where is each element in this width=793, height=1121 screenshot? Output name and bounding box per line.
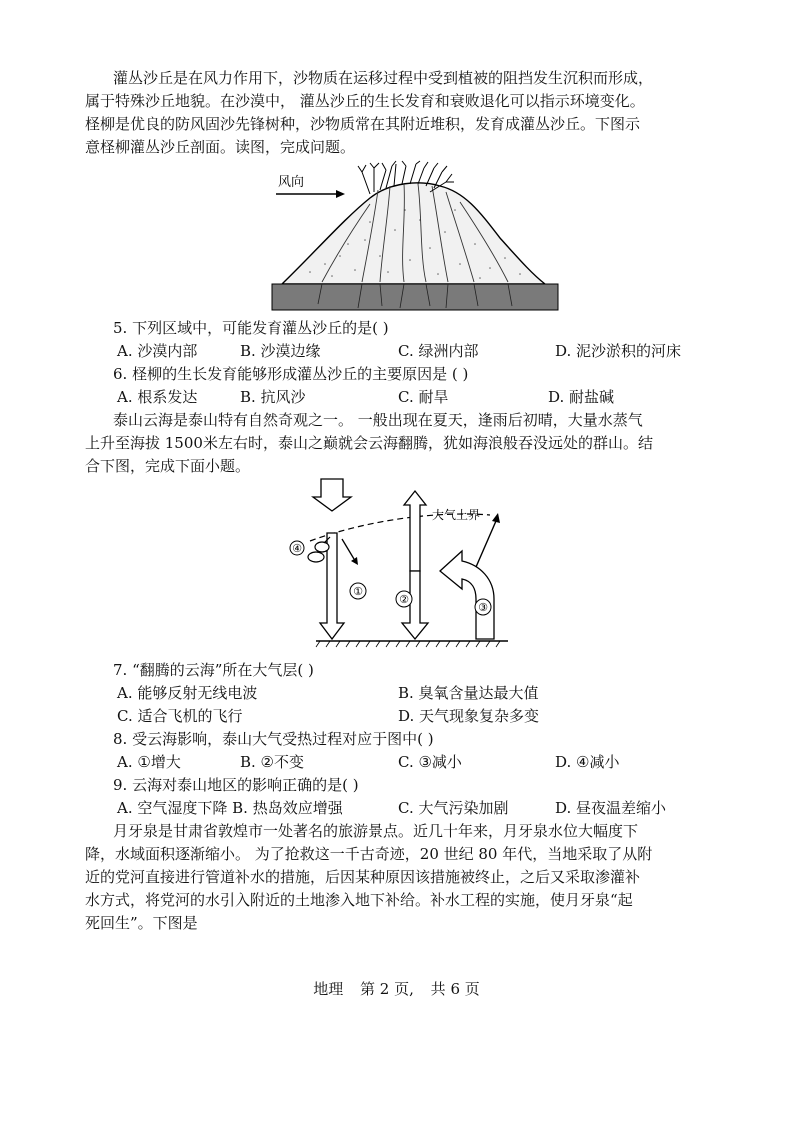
q6-option-b[interactable]: B. 抗风沙 (240, 388, 306, 406)
marker-2: ② (399, 593, 409, 606)
intro3-line-5: 死回生”。下图是 (85, 914, 198, 932)
intro3-line-4: 水方式，将党河的水引入附近的土地渗入地下补给。补水工程的实施，使月牙泉“起 (85, 891, 633, 909)
q6-option-d[interactable]: D. 耐盐碱 (548, 388, 615, 406)
intro3-line-2: 降，水域面积逐渐缩小。 为了抢救这一千古奇迹，20 世纪 80 年代，当地采取了从附 (85, 845, 653, 863)
marker-4: ④ (292, 542, 302, 555)
q8-stem: 8. 受云海影响，泰山大气受热过程对应于图中( ) (113, 730, 434, 748)
q8-option-a[interactable]: A. ①增大 (117, 753, 181, 771)
q5-stem: 5. 下列区域中，可能发育灌丛沙丘的是( ) (113, 319, 389, 337)
q6-stem: 6. 柽柳的生长发育能够形成灌丛沙丘的主要原因是 ( ) (113, 365, 469, 383)
q5-option-c[interactable]: C. 绿洲内部 (398, 342, 479, 360)
atmospheric-heating-figure (280, 475, 520, 655)
q9-stem: 9. 云海对泰山地区的影响正确的是( ) (113, 776, 359, 794)
radiation-arrow-3 (440, 551, 494, 639)
marker-3: ③ (478, 601, 488, 614)
marker-1: ① (353, 585, 363, 598)
q7-option-c[interactable]: C. 适合飞机的飞行 (117, 707, 243, 725)
q8-option-d[interactable]: D. ④减小 (555, 753, 620, 771)
footer-subject: 地理 (313, 980, 344, 998)
intro2-line-1: 泰山云海是泰山特有自然奇观之一。 一般出现在夏天，逢雨后初晴，大量水蒸气 (113, 411, 643, 429)
wind-direction-label: 风向 (278, 175, 305, 190)
q9-option-d[interactable]: D. 昼夜温差缩小 (555, 799, 667, 817)
intro1-line-1: 灌丛沙丘是在风力作用下，沙物质在运移过程中受到植被的阻挡发生沉积而形成， (113, 69, 654, 87)
intro1-line-3: 柽柳是优良的防风固沙先锋树种，沙物质常在其附近堆积，发育成灌丛沙丘。下图示 (85, 115, 641, 133)
q7-stem: 7. “翻腾的云海”所在大气层( ) (113, 661, 314, 679)
footer-page: 第 2 页, (360, 980, 414, 998)
q6-option-a[interactable]: A. 根系发达 (117, 388, 198, 406)
q7-option-a[interactable]: A. 能够反射无线电波 (117, 684, 258, 702)
intro2-line-3: 合下图，完成下面小题。 (85, 457, 251, 475)
q9-option-ab[interactable]: A. 空气湿度下降 B. 热岛效应增强 (117, 799, 343, 817)
q5-option-d[interactable]: D. 泥沙淤积的河床 (555, 342, 682, 360)
q5-option-a[interactable]: A. 沙漠内部 (117, 342, 198, 360)
q6-option-c[interactable]: C. 耐旱 (398, 388, 449, 406)
q7-option-d[interactable]: D. 天气现象复杂多变 (398, 707, 540, 725)
q8-option-c[interactable]: C. ③减小 (398, 753, 462, 771)
q7-option-b[interactable]: B. 臭氧含量达最大值 (398, 684, 539, 702)
footer-total: 共 6 页 (430, 980, 480, 998)
upper-boundary-label: 大气上界 (432, 508, 481, 522)
intro3-line-3: 近的党河直接进行管道补水的措施，后因某种原因该措施被终止，之后又采取渗灌补 (85, 868, 641, 886)
intro3-line-1: 月牙泉是甘肃省敦煌市一处著名的旅游景点。近几十年来，月牙泉水位大幅度下 (113, 822, 639, 840)
intro2-line-2: 上升至海拔 1500米左右时，泰山之巅就会云海翻腾，犹如海浪般吞没远处的群山。结 (85, 434, 653, 452)
shrub-dune-figure (270, 160, 560, 312)
q9-option-c[interactable]: C. 大气污染加剧 (398, 799, 509, 817)
q5-option-b[interactable]: B. 沙漠边缘 (240, 342, 321, 360)
page-footer (0, 978, 793, 999)
q8-option-b[interactable]: B. ②不变 (240, 753, 305, 771)
intro1-line-2: 属于特殊沙丘地貌。在沙漠中， 灌丛沙丘的生长发育和衰败退化可以指示环境变化。 (85, 92, 645, 110)
intro1-line-4: 意柽柳灌丛沙丘剖面。读图，完成问题。 (85, 138, 356, 156)
